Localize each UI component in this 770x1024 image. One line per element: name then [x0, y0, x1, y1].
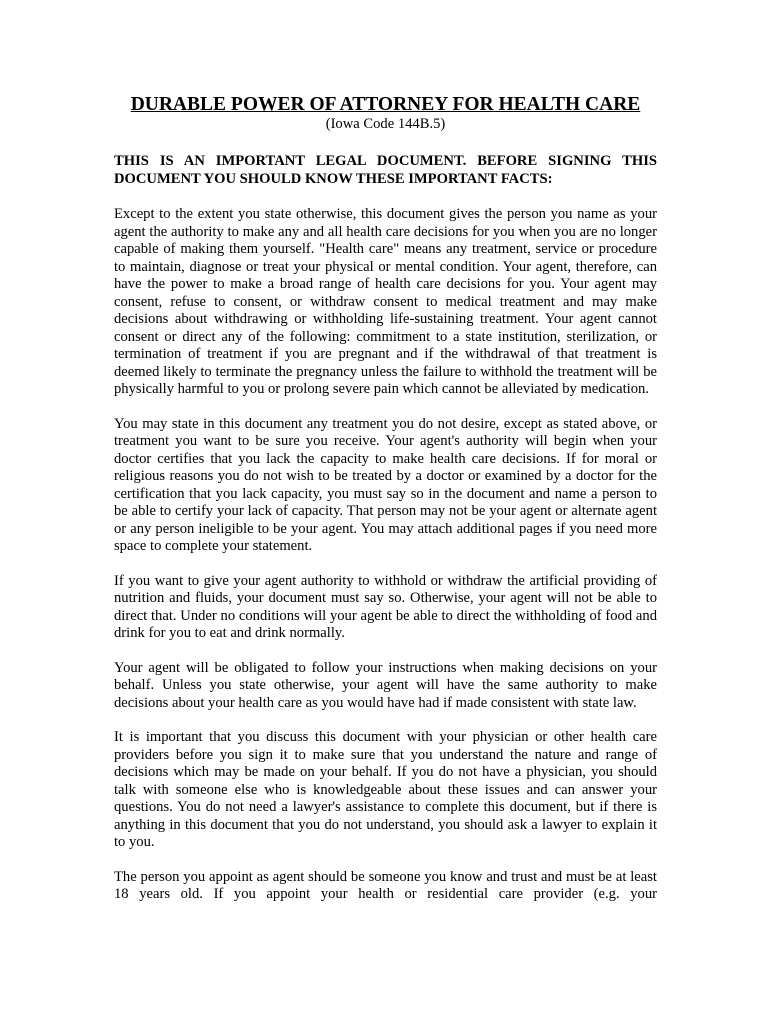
paragraph: Your agent will be obligated to follow your instructions when making decisions on your behalf. Unless you state otherwise, your agent will have the same authority to make decisions about your health care as you would have had if made consistent with state law.: [114, 659, 657, 711]
document-subtitle: (Iowa Code 144B.5): [325, 116, 446, 132]
warning-heading: THIS IS AN IMPORTANT LEGAL DOCUMENT. BEFORE SIGNING THIS DOCUMENT YOU SHOULD KNOW THESE IMPORTANT FACTS:: [114, 153, 657, 187]
paragraph: The person you appoint as agent should be someone you know and trust and must be at least 18 years old. If you appoint your health or residential care provider (e.g. your: [114, 868, 657, 902]
document-page: [114, 94, 657, 904]
paragraph: Except to the extent you state otherwise, this document gives the person you name as your agent the authority to make any and all health care decisions for you when you are no longer capable of making them yourself. "Health care" means any treatment, service or procedure to maintain, diagnose or treat your physical or mental condition. Your agent, therefore, can have the power to make a broad range of health care decisions for you. Your agent may consent, refuse to consent, or withdraw consent to medical treatment and may make decisions about withdrawing or withholding life-sustaining treatment. Your agent cannot consent or direct any of the following: commitment to a state institution, sterilization, or termination of treatment if you are pregnant and if the withdrawal of that treatment is deemed likely to terminate the pregnancy unless the failure to withhold the treatment will be physically harmful to you or prolong severe pain which cannot be alleviated by medication.: [114, 206, 657, 397]
paragraph: If you want to give your agent authority to withhold or withdraw the artificial providing of nutrition and fluids, your document must say so. Otherwise, your agent will not be able to direct that. Under no conditions will your agent be able to direct the withholding of food and drink for you to eat and drink normally.: [114, 572, 657, 641]
paragraph: It is important that you discuss this document with your physician or other health care providers before you sign it to make sure that you understand the nature and range of decisions which may be made on your behalf. If you do not have a physician, you should talk with someone else who is knowledgeable about these issues and can answer your questions. You do not need a lawyer's assistance to complete this document, but if there is anything in this document that you do not understand, you should ask a lawyer to explain it to you.: [114, 729, 657, 850]
paragraph: You may state in this document any treatment you do not desire, except as stated above, or treatment you want to be sure you receive. Your agent's authority will begin when your doctor certifies that you lack the capacity to make health care decisions. If for moral or religious reasons you do not wish to be treated by a doctor or examined by a doctor for the certification that you lack capacity, you must say so in the document and name a person to be able to certify your lack of capacity. That person may not be your agent or alternate agent or any person ineligible to be your agent. You may attach additional pages if you need more space to complete your statement.: [114, 415, 657, 554]
document-title: DURABLE POWER OF ATTORNEY FOR HEALTH CARE: [130, 94, 641, 115]
